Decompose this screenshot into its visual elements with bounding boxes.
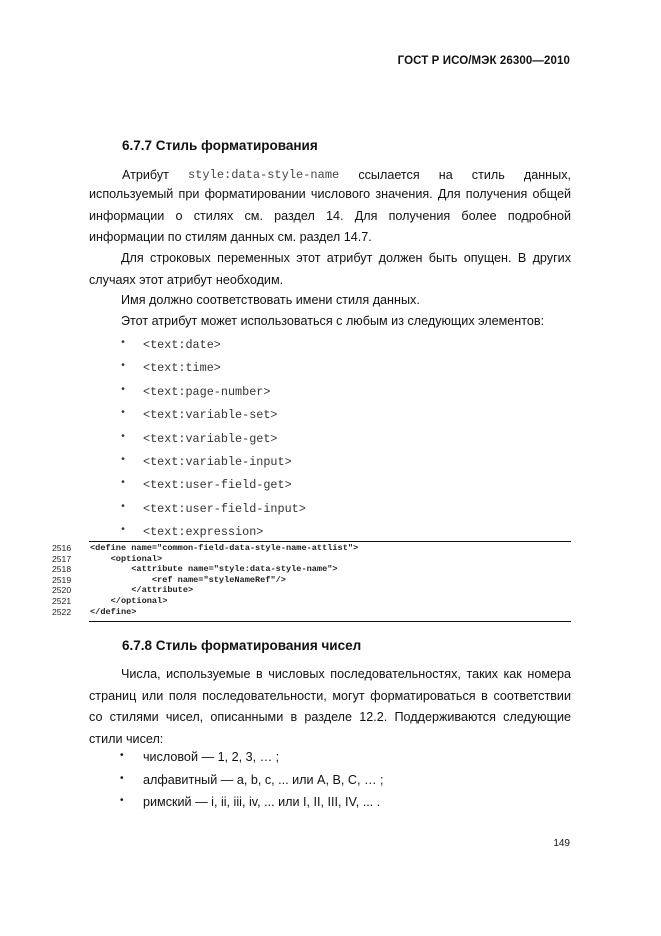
code-line [52, 575, 572, 586]
section-title-6-7-7: 6.7.7 Стиль форматирования [122, 138, 318, 153]
list-item: • <text:page-number> [120, 384, 271, 399]
code-line [52, 585, 572, 596]
page-number: 149 [553, 838, 570, 849]
document-header: ГОСТ Р ИСО/МЭК 26300—2010 [397, 55, 570, 67]
bullet-icon: • [120, 338, 127, 349]
code-text: </define> [90, 606, 137, 617]
line-number: 2516 [52, 543, 72, 553]
bullet-icon: • [120, 384, 127, 396]
line-number: 2517 [52, 553, 72, 564]
intro-word: стиль [471, 168, 505, 182]
paragraph-style-description: используемый при форматировании числового значения. Для получения общей информации о стилях см. раздел 14. Для получения более подробной информации по стилям данных см. раздел 14.7. [89, 187, 571, 245]
list-item: • <text:time> [120, 361, 221, 376]
code-line [52, 607, 572, 618]
code-text: <optional> [90, 553, 163, 564]
intro-word: данных, [523, 168, 571, 182]
intro-word: на [438, 168, 453, 182]
line-number: 2522 [52, 606, 72, 617]
line-number: 2518 [52, 564, 72, 575]
code-text: </attribute> [90, 585, 194, 596]
bullet-icon: • [120, 750, 124, 761]
code-line [52, 543, 572, 554]
list-item: • <text:date> [120, 338, 221, 352]
paragraph-name-match: Имя должно соответствовать имени стиля данных. [121, 293, 420, 307]
code-line [52, 554, 572, 565]
line-number: 2520 [52, 585, 72, 596]
bullet-icon: • [120, 478, 127, 490]
bullet-icon: • [120, 772, 124, 784]
list-item: • <text:variable-input> [120, 454, 292, 469]
list-item: • <text:variable-set> [120, 408, 278, 423]
code-line [52, 596, 572, 607]
paragraph-number-styles: Числа, используемые в числовых последовательностях, таких как номера страниц или поля последовательности, могут форматироваться в соответствии со стилями чисел, описанными в разделе 12.2. Поддерживаются следующие стили чисел: [89, 667, 571, 746]
list-item: • римский — i, ii, iii, iv, ... или I, II, III, IV, ... . [120, 795, 381, 809]
section-title-6-7-8: 6.7.8 Стиль форматирования чисел [122, 638, 362, 653]
list-item: • <text:variable-get> [120, 431, 278, 446]
element-list [120, 338, 306, 549]
list-item: • <text:expression> [120, 525, 264, 540]
bullet-icon: • [120, 795, 124, 806]
code-text: </optional> [90, 595, 168, 606]
line-number: 2521 [52, 595, 72, 606]
line-number: 2519 [52, 574, 72, 585]
bullet-icon: • [120, 408, 127, 420]
list-item: • <text:user-field-get> [120, 478, 292, 493]
bullet-icon: • [120, 525, 127, 537]
intro-word: Атрибут [122, 168, 169, 182]
code-block-bottom-rule [89, 621, 571, 622]
number-style-list [120, 750, 384, 818]
list-item: • алфавитный — a, b, c, ... или A, B, C, … ; [120, 772, 384, 787]
bullet-icon: • [120, 361, 127, 373]
attribute-intro-line [89, 168, 571, 182]
attribute-code: style:data-style-name [188, 168, 340, 182]
list-item: • <text:user-field-input> [120, 501, 306, 516]
code-text: <define name="common-field-data-style-name-attlist"> [90, 543, 359, 553]
code-block-top-rule [89, 541, 571, 542]
bullet-icon: • [120, 454, 127, 466]
paragraph-elements-intro: Этот атрибут может использоваться с любым из следующих элементов: [121, 314, 545, 328]
code-text: <attribute name="style:data-style-name"> [90, 564, 338, 575]
intro-word: ссылается [358, 168, 420, 182]
bullet-icon: • [120, 431, 127, 443]
list-item: • числовой — 1, 2, 3, … ; [120, 750, 280, 764]
paragraph-string-variables: Для строковых переменных этот атрибут должен быть опущен. В других случаях этот атрибут необходим. [89, 251, 571, 287]
code-line [52, 564, 572, 575]
code-text: <ref name="styleNameRef"/> [90, 574, 286, 585]
code-block [52, 543, 572, 617]
bullet-icon: • [120, 501, 127, 513]
